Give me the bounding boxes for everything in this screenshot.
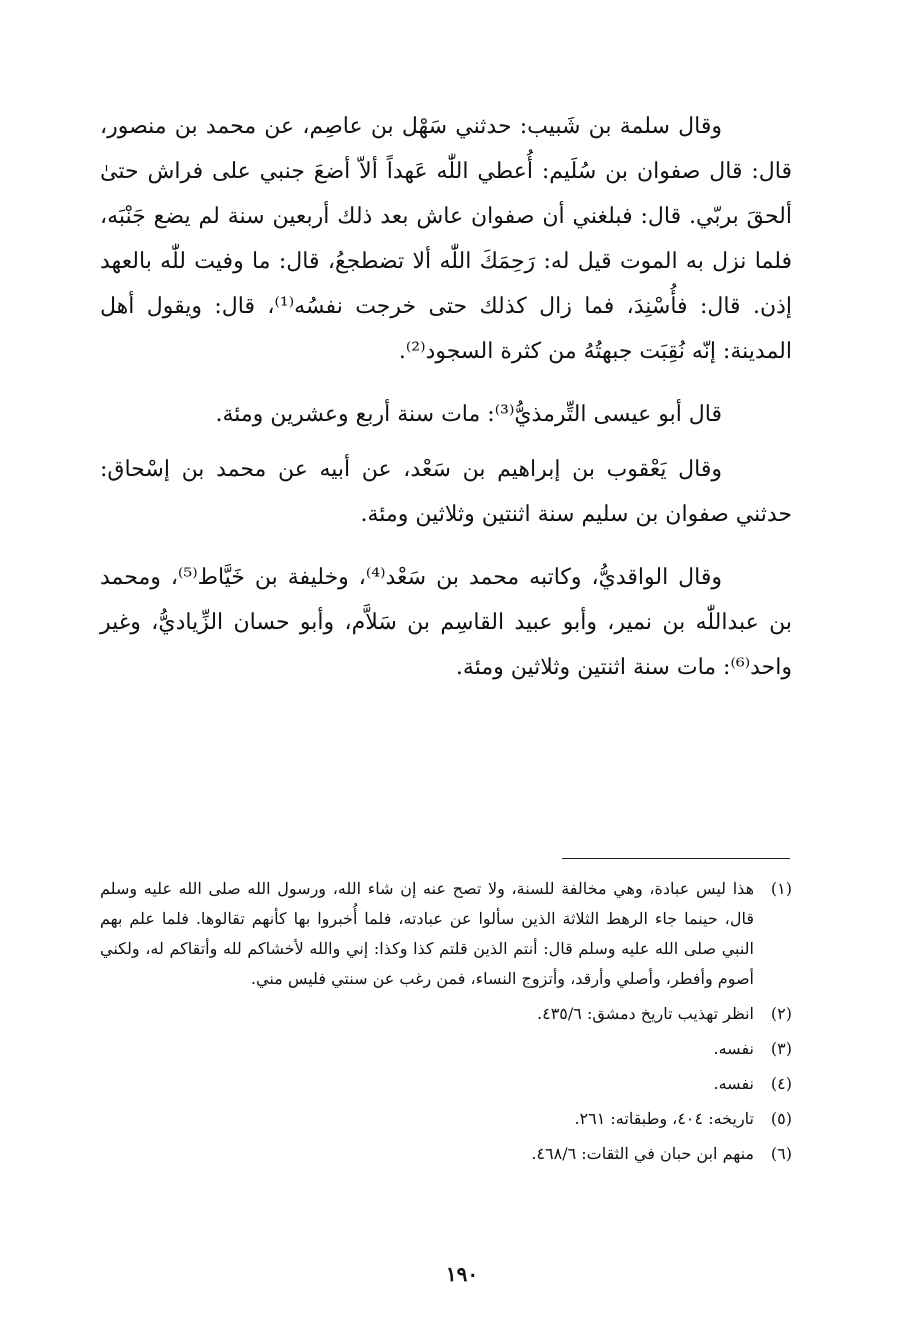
footnote-number: (١) — [770, 879, 792, 898]
footnote-text: هذا ليس عبادة، وهي مخالفة للسنة، ولا تصح عنه إن شاء الله، ورسول الله صلى الله عليه وسلم قال، حينما جاء الرهط الثلاثة الذين سألوا عن عبادته، فلما أُخبروا بها كأنهم تقالوها. فلما علم بهم النبي صلى الله عليه وسلم قال: أنتم الذين قلتم كذا وكذا: إني والله لأخشاكم لله وأتقاكم له، ولكني أصوم وأفطر، وأصلي وأرقد، وأتزوج النساء، فمن رغب عن سنتي فليس مني. — [100, 879, 754, 988]
footnote-item — [100, 1034, 792, 1064]
footnote-number: (٣) — [770, 1039, 792, 1058]
footnote-text: منهم ابن حبان في الثقات: ٤٦٨/٦. — [531, 1144, 754, 1163]
footnote-number: (٤) — [770, 1074, 792, 1093]
footnote-item — [100, 1139, 792, 1169]
footnote-text: تاريخه: ٤٠٤، وطبقاته: ٢٦١. — [574, 1109, 754, 1128]
footnote-number: (٢) — [770, 1004, 792, 1023]
footnote-number: (٦) — [770, 1144, 792, 1163]
paragraph-tirmidhi: قال أبو عيسى التِّرمذيُّ⁽³⁾: مات سنة أربع وعشرين ومئة. — [215, 402, 722, 427]
paragraph-waqidi: وقال الواقديُّ، وكاتبه محمد بن سَعْد⁽⁴⁾، وخليفة بن خَيَّاط⁽⁵⁾، ومحمد بن عبداللّٰه بن نمير، وأبو عبيد القاسِم بن سَلاَّم، وأبو حسان الزِّياديُّ، وغير واحد⁽⁶⁾: مات سنة اثنتين وثلاثين ومئة. — [100, 565, 792, 680]
footnote-divider — [562, 858, 790, 859]
paragraph-yaqub: وقال يَعْقوب بن إبراهيم بن سَعْد، عن أبيه عن محمد بن إسْحاق: حدثني صفوان بن سليم سنة اثنتين وثلاثين ومئة. — [100, 457, 792, 527]
footnotes — [100, 874, 792, 1174]
footnote-item — [100, 1069, 792, 1099]
footnote-text: نفسه. — [713, 1074, 754, 1093]
footnote-text: نفسه. — [713, 1039, 754, 1058]
main-text — [100, 104, 792, 690]
footnote-item — [100, 874, 792, 994]
footnote-text: انظر تهذيب تاريخ دمشق: ٤٣٥/٦. — [537, 1004, 754, 1023]
footnote-number: (٥) — [770, 1109, 792, 1128]
footnote-item — [100, 1104, 792, 1134]
paragraph-salama: وقال سلمة بن شَبيب: حدثني سَهْل بن عاصِم، عن محمد بن منصور، قال: قال صفوان بن سُلَيم: أُعطي اللّٰه عَهداً ألاّ أضعَ جنبي على فراش حتىٰ ألحقَ بربّي. قال: فبلغني أن صفوان عاش بعد ذلك أربعين سنة لم يضع جَنْبَه، فلما نزل به الموت قيل له: رَحِمَكَ اللّٰه ألا تضطجعُ، قال: ما وفيت للّٰه بالعهد إذن. قال: فأُسْنِدَ، فما زال كذلك حتى خرجت نفسُه⁽¹⁾، قال: ويقول أهل المدينة: إنّه نُقِبَت جبهتُهُ من كثرة السجود⁽²⁾. — [100, 114, 793, 364]
footnote-item — [100, 999, 792, 1029]
page-number: ١٩٠ — [445, 1262, 479, 1286]
